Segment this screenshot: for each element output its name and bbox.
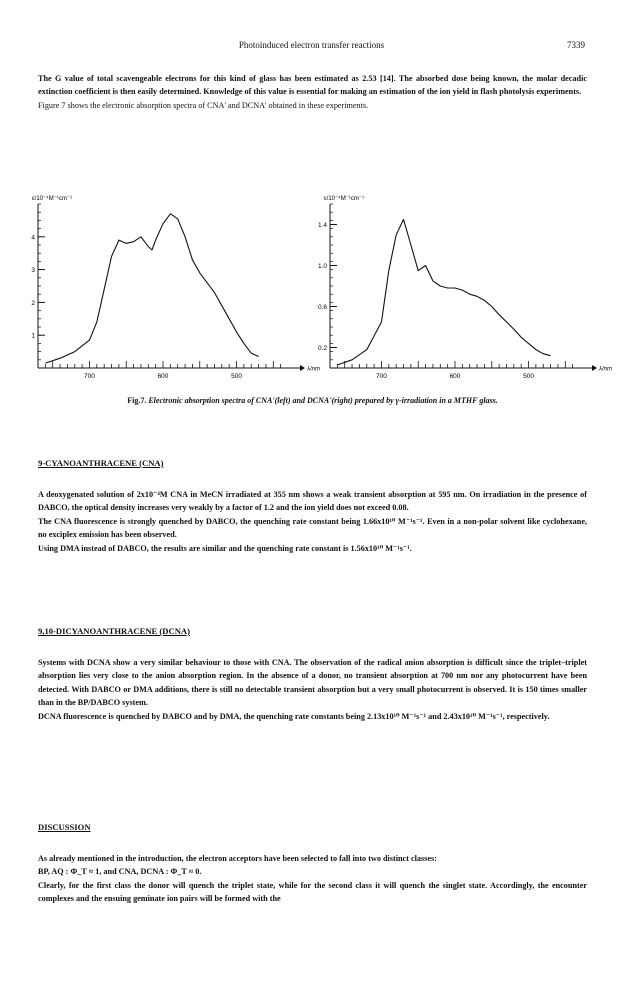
discussion-paragraph-2: BP, AQ : Φ_T ≈ 1, and CNA, DCNA : Φ_T ≈ 0. <box>38 867 202 877</box>
right-x-axis-arrow <box>592 365 597 371</box>
left-y-axis-label: ε/10⁻⁴M⁻¹cm⁻¹ <box>32 196 73 202</box>
cna-paragraph-1: A deoxygenated solution of 2x10⁻⁴M CNA in MeCN irradiated at 355 nm shows a weak transient absorption at 595 nm. On irradiation in the presence of DABCO, the optical density increases very weakly by a factor of 1.2 and the ion yield does not exceed 0.08. <box>38 490 587 513</box>
page-number: 7339 <box>567 40 585 50</box>
right-spectrum-line <box>337 219 550 365</box>
running-header <box>38 40 585 54</box>
right-x-tick-label: 600 <box>449 373 461 380</box>
left-y-tick-label: 4 <box>31 234 35 242</box>
discussion-paragraph-1: As already mentioned in the introduction, the electron acceptors have been selected to fall into two distinct classes: <box>38 854 437 863</box>
dcna-paragraph-1: Systems with DCNA show a very similar behaviour to those with CNA. The observation of the radical anion absorption is difficult since the triplet–triplet absorption lies very close to the anion absorption region. In the absence of a donor, no transient absorption at 700 nm nor any photocurrent have been detected. With DABCO or DMA additions, there is still no detectable transient absorption but a very small photocurrent is observed. It is 150 times smaller than in the BP/DABCO system. <box>38 658 587 708</box>
left-x-tick-label: 500 <box>231 373 242 380</box>
section-heading-cna: 9-CYANOANTHRACENE (CNA) <box>38 458 164 468</box>
right-x-tick-label: 500 <box>523 373 534 380</box>
cna-paragraph-3: Using DMA instead of DABCO, the results are similar and the quenching rate constant is 1.56x10¹⁰ M⁻¹s⁻¹. <box>38 543 412 553</box>
left-y-tick-label: 2 <box>31 299 35 307</box>
intro-paragraph <box>38 72 587 112</box>
discussion-section-body <box>38 852 587 906</box>
figure-caption-label: Fig.7. <box>127 396 147 405</box>
left-x-axis-label: λ/nm <box>307 366 320 373</box>
running-title: Photoinduced electron transfer reactions <box>238 40 385 50</box>
right-y-tick-label: 1.4 <box>317 222 327 229</box>
section-heading-dcna: 9,10-DICYANOANTHRACENE (DCNA) <box>38 626 190 636</box>
right-y-axis-label: ε/10⁻⁴M⁻¹cm⁻¹ <box>324 196 365 202</box>
left-x-tick-label: 700 <box>84 373 95 380</box>
right-y-tick-label: 0.2 <box>317 345 327 352</box>
left-x-axis-arrow <box>300 365 305 371</box>
discussion-paragraph-3: Clearly, for the first class the donor will quench the triplet state, while for the second class it will quench the singlet state. Accordingly, the encounter complexes and the ensuing geminate ion pairs will be formed with the <box>38 880 587 904</box>
right-y-tick-label: 0.6 <box>317 304 327 311</box>
cna-paragraph-2: The CNA fluorescence is strongly quenched by DABCO, the quenching rate constant being 1.66x10¹⁰ M⁻¹s⁻¹. Even in a non-polar solvent like cyclohexane, no exciplex emission has been observed. <box>38 516 587 540</box>
left-x-tick-label: 600 <box>157 373 169 380</box>
cna-section-body <box>38 488 587 555</box>
figure-7 <box>30 190 612 390</box>
left-y-tick-label: 1 <box>31 332 35 340</box>
right-x-axis-label: λ/nm <box>599 366 612 373</box>
section-heading-discussion: DISCUSSION <box>38 822 91 832</box>
intro-text: The G value of total scavengeable electrons for this kind of glass has been estimated as 2.53 [14]. The absorbed dose being known, the molar decadic extinction coefficient is then easily determined. Knowledge of this value is essential for making an estimation of the ion yield in flash photolysis experiments. <box>38 74 587 97</box>
figure-caption <box>38 396 587 405</box>
left-spectrum-line <box>45 214 258 363</box>
figure-reference-text: Figure 7 shows the electronic absorption spectra of CNA' and DCNA' obtained in these experiments. <box>38 100 369 110</box>
right-x-tick-label: 700 <box>376 373 387 380</box>
absorption-spectra-figure <box>30 190 612 390</box>
left-y-tick-label: 3 <box>31 267 35 275</box>
dcna-paragraph-2: DCNA fluorescence is quenched by DABCO and by DMA, the quenching rate constants being 2.13x10¹⁰ M⁻¹s⁻¹ and 2.43x10¹⁰ M⁻¹s⁻¹, respectively. <box>38 711 550 721</box>
figure-caption-text: Electronic absorption spectra of CNA'(left) and DCNA'(right) prepared by γ-irradiation in a MTHF glass. <box>148 396 498 405</box>
dcna-section-body <box>38 656 587 723</box>
right-y-tick-label: 1.0 <box>317 263 327 270</box>
